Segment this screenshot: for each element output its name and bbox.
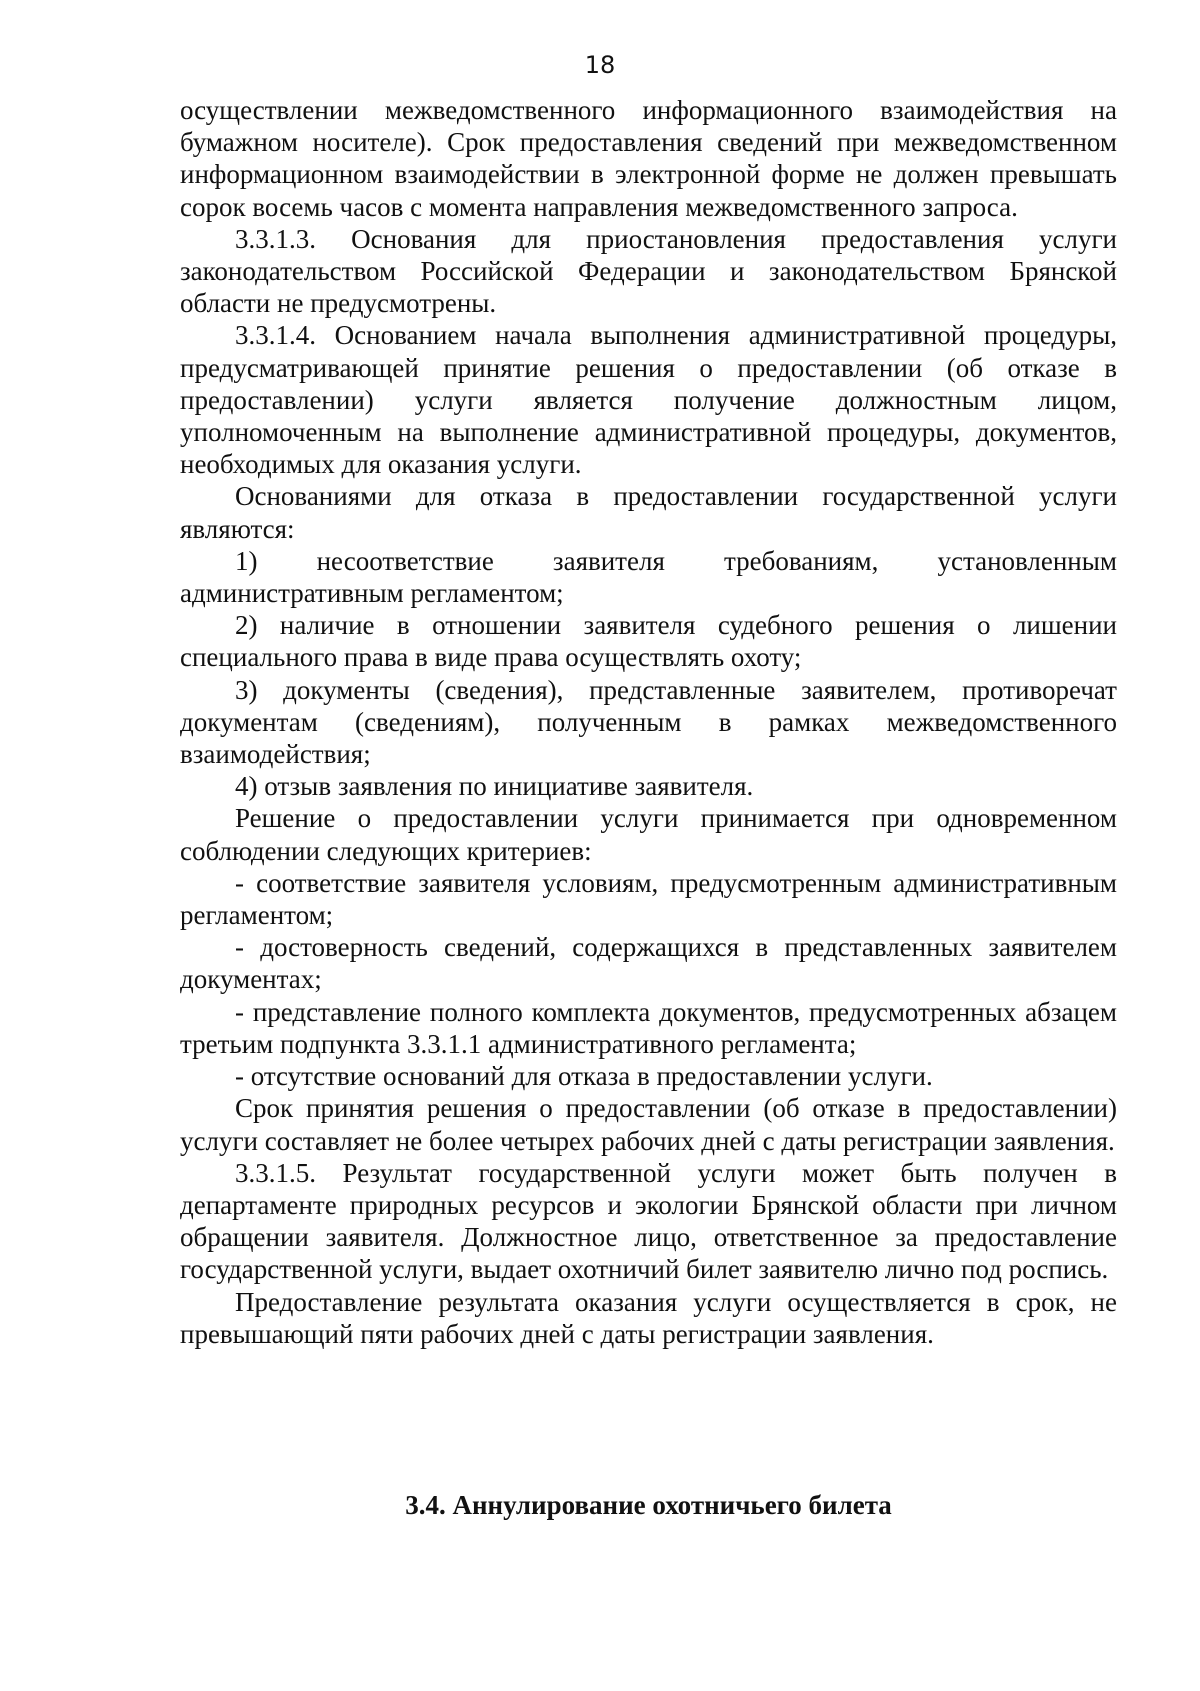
document-body (180, 94, 1117, 1350)
list-item: - соответствие заявителя условиям, предусмотренным административным регламентом; (180, 867, 1117, 931)
section-heading: 3.4. Аннулирование охотничьего билета (405, 1490, 892, 1520)
list-item: - достоверность сведений, содержащихся в представленных заявителем документах; (180, 932, 1117, 995)
paragraph-3-3-1-3: 3.3.1.3. Основания для приостановления предоставления услуги законодательством Российской Федерации и законодательством Брянской области не предусмотрены. (180, 223, 1117, 319)
paragraph: осуществлении межведомственного информационного взаимодействия на бумажном носителе). Срок предоставления сведений при межведомственном информационном взаимодействии в электронной форме не должен превышать сорок восемь часов с момента направления межведомственного запроса. (180, 95, 1117, 222)
list-item: 3) документы (сведения), представленные заявителем, противоречат документам (сведениям), полученным в рамках межведомственного взаимодействия; (180, 674, 1117, 770)
list-item: - представление полного комплекта документов, предусмотренных абзацем третьим подпункта 3.3.1.1 административного регламента; (180, 996, 1117, 1059)
paragraph-decision-criteria-intro: Решение о предоставлении услуги принимается при одновременном соблюдении следующих критериев: (180, 803, 1117, 866)
paragraph-3-3-1-5: 3.3.1.5. Результат государственной услуги может быть получен в департаменте природных ресурсов и экологии Брянской области при личном обращении заявителя. Должностное лицо, ответственное за предоставление государственной услуги, выдает охотничий билет заявителю лично под роспись. (180, 1157, 1117, 1285)
paragraph-decision-term: Срок принятия решения о предоставлении (об отказе в предоставлении) услуги составляет не более четырех рабочих дней с даты регистрации заявления. (180, 1093, 1117, 1156)
page-number: 18 (584, 51, 616, 79)
list-item: 2) наличие в отношении заявителя судебного решения о лишении специального права в виде права осуществлять охоту; (180, 610, 1117, 673)
paragraph-3-3-1-4: 3.3.1.4. Основанием начала выполнения административной процедуры, предусматривающей принятие решения о предоставлении (об отказе в предоставлении) услуги является получение должностным лицом, уполномоченным на выполнение административной процедуры, документов, необходимых для оказания услуги. (180, 320, 1117, 480)
list-item: 1) несоответствие заявителя требованиям, установленным административным регламентом; (180, 545, 1117, 609)
paragraph-refusal-grounds-intro: Основаниями для отказа в предоставлении государственной услуги являются: (180, 481, 1117, 544)
paragraph-result-term: Предоставление результата оказания услуги осуществляется в срок, не превышающий пяти рабочих дней с даты регистрации заявления. (180, 1286, 1117, 1349)
list-item: - отсутствие оснований для отказа в предоставлении услуги. (235, 1061, 933, 1092)
list-item: 4) отзыв заявления по инициативе заявителя. (235, 771, 754, 802)
